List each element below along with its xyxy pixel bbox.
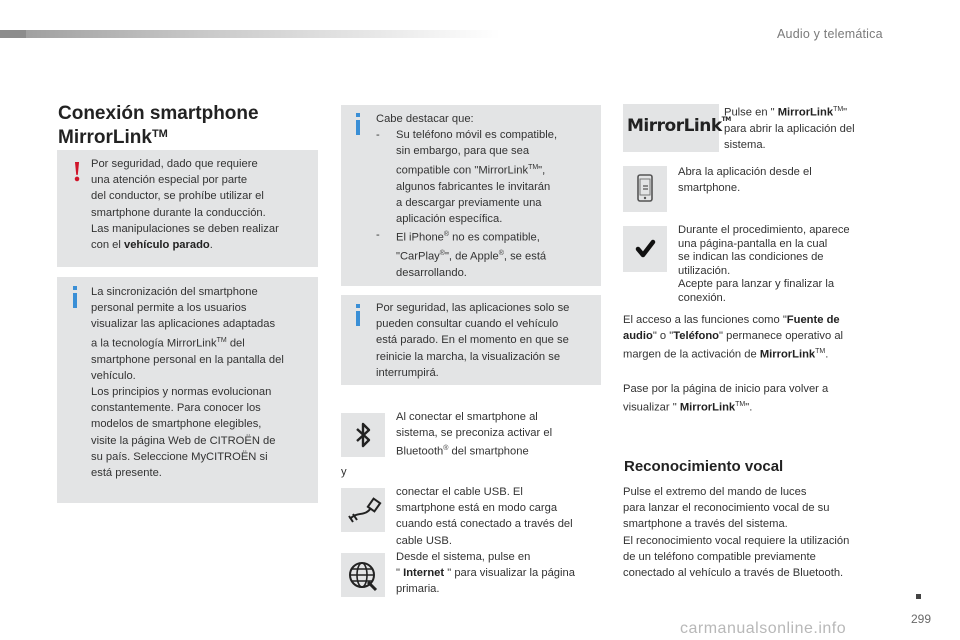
internet-step-icon-box: [341, 553, 385, 597]
smartphone-app-icon: [623, 166, 667, 212]
bluetooth-icon: [341, 413, 385, 457]
watermark: carmanualsonline.info: [680, 620, 847, 637]
usb-step-text: conectar el cable USB. El smartphone está en modo carga cuando está conectado a través del cable USB.: [396, 486, 573, 547]
smartphone-step-icon-box: [623, 166, 667, 212]
internet-step-text: Desde el sistema, pulse en " Internet " para visualizar la página primaria.: [396, 551, 575, 596]
usb-step-icon-box: [341, 488, 385, 532]
list-item: - Su teléfono móvil es compatible, sin embargo, para que sea compatible con "MirrorLink™", algunos fabricantes le invitarán a descargar previamente una aplicación específica.: [376, 129, 558, 225]
header-bar: [0, 30, 500, 38]
checkmark-icon: [623, 226, 667, 272]
warning-text: Por seguridad, dado que requiere una atención especial por parte del conductor, se prohíbe utilizar el smartphone durante la conducción. Las manipulaciones se deben realizar con el vehículo parado.: [91, 158, 279, 252]
info-icon: [351, 113, 365, 137]
page-title: Conexión smartphone MirrorLink™: [58, 103, 259, 148]
info-icon: [351, 304, 365, 328]
section-title: Audio y telemática: [777, 27, 883, 41]
info-compat-text: Cabe destacar que: - Su teléfono móvil es compatible, sin embargo, para que sea compatible con "MirrorLink™", algunos fabricantes le invitarán a descargar previamente una aplicación específica. - El iPhone® no es compatible, "CarPlay®", de Apple®, se está desarrollando.: [376, 111, 598, 281]
accept-conditions-text: Durante el procedimiento, aparece una página-pantalla en la cual se indican las condiciones de utilización. Acepte para lanzar y finalizar la conexión.: [678, 224, 850, 304]
accept-step-icon-box: [623, 226, 667, 272]
info-safety-text: Por seguridad, las aplicaciones solo se pueden consultar cuando el vehículo está parado. En el momento en que se reinicie la marcha, la visualización se interrumpirá.: [376, 302, 570, 379]
mirrorlink-logo: MirrorLink™: [627, 116, 731, 136]
mirrorlink-logo-box: [623, 104, 731, 152]
press-mirrorlink-text: Pulse en " MirrorLink™" para abrir la aplicación del sistema.: [724, 106, 855, 152]
access-functions-text: El acceso a las funciones como "Fuente de audio" o "Teléfono" permanece operativo al margen de la activación de MirrorLink™.: [623, 314, 844, 362]
open-app-text: Abra la aplicación desde el smartphone.: [678, 166, 812, 195]
list-item: - El iPhone® no es compatible, "CarPlay®", de Apple®, se está desarrollando.: [376, 229, 547, 280]
conjunction-text: y: [341, 466, 347, 478]
info-icon: [68, 286, 82, 310]
home-page-text: Pase por la página de inicio para volver a visualizar " MirrorLink™".: [623, 383, 829, 414]
warning-icon: !: [72, 157, 82, 188]
voice-recognition-text: Pulse el extremo del mando de luces para lanzar el reconocimiento vocal de su smartphone a través del sistema. El reconocimiento vocal requiere la utilización de un teléfono compatible previamente conectado al vehículo a través de Bluetooth.: [623, 486, 850, 580]
bluetooth-step-text: Al conectar el smartphone al sistema, se preconiza activar el Bluetooth® del smartphone: [396, 411, 553, 459]
page-marker: [916, 594, 921, 599]
page-number: 299: [911, 612, 932, 626]
voice-recognition-heading: Reconocimiento vocal: [624, 458, 784, 475]
globe-icon: [341, 553, 385, 597]
info-sync-text: La sincronización del smartphone personal permite a los usuarios visualizar las aplicaciones adaptadas a la tecnología MirrorLink™ del smartphone personal en la pantalla del vehículo. Los principios y normas evolucionan constantemente. Para conocer los modelos de smartphone elegibles, visite la página Web de CITROËN de su país. Seleccione MyCITROËN si está presente.: [91, 286, 284, 479]
usb-cable-icon: [341, 488, 385, 532]
bluetooth-step-icon-box: [341, 413, 385, 457]
